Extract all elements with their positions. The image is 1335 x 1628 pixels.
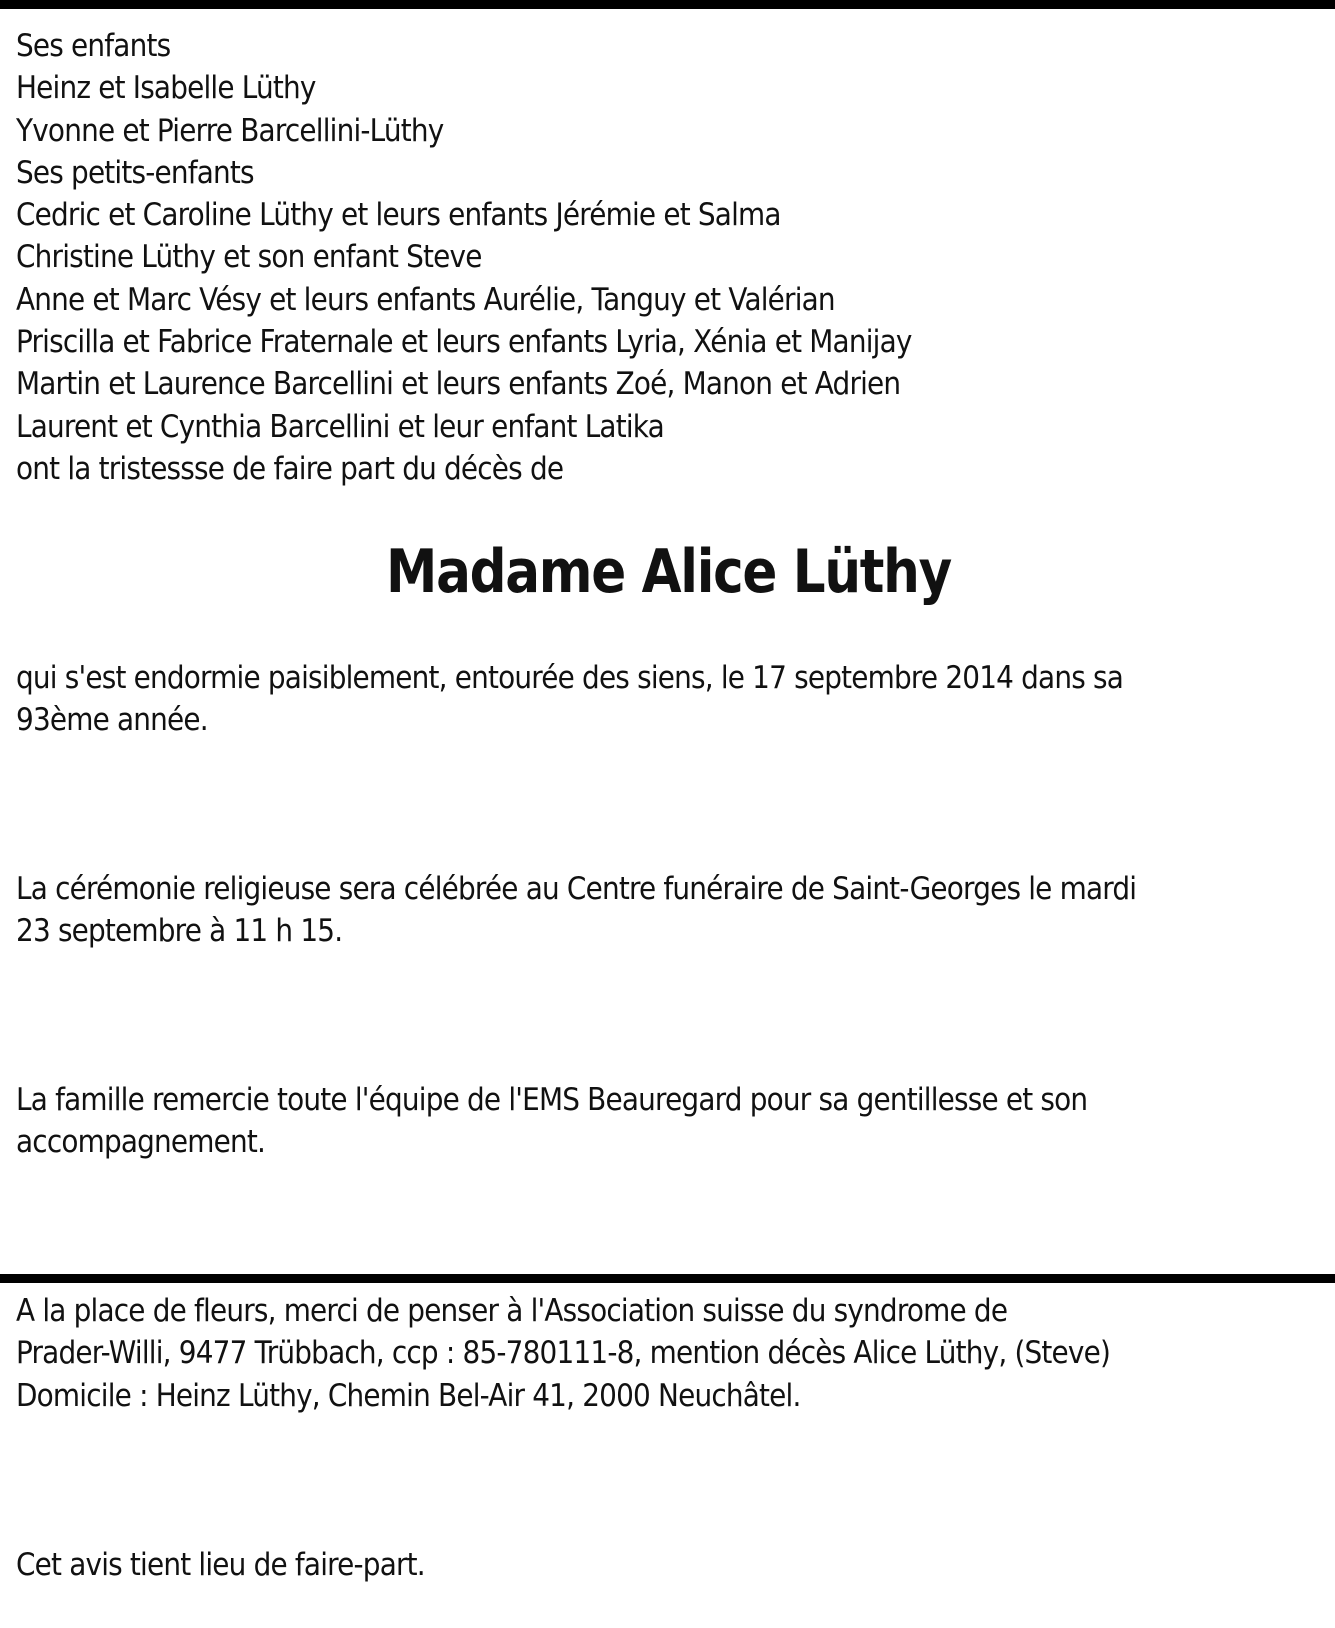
ceremony-paragraph-wrap (16, 825, 1321, 994)
ceremony-paragraph: La cérémonie religieuse sera célébrée au Centre funéraire de Saint-Georges le mardi 23 septembre à 11 h 15. (16, 870, 1137, 950)
family-line: Ses petits-enfants (16, 154, 254, 191)
passing-paragraph: qui s'est endormie paisiblement, entourée des siens, le 17 septembre 2014 dans sa 93ème année. (16, 659, 1123, 738)
top-border-rule (0, 0, 1335, 9)
thanks-paragraph: La famille remercie toute l'équipe de l'EMS Beauregard pour sa gentillesse et son accompagnement. (16, 1081, 1088, 1161)
family-line: Yvonne et Pierre Barcellini-Lüthy (16, 112, 444, 149)
family-list (16, 25, 1321, 490)
family-line: Anne et Marc Vésy et leurs enfants Aurélie, Tanguy et Valérian (16, 281, 835, 318)
donation-paragraph: A la place de fleurs, merci de penser à l'Association suisse du syndrome de Prader-Willi, 9477 Trübbach, ccp : 85-780111-8, mention décès Alice Lüthy, (Steve) Domicile : Heinz Lüthy, Chemin Bel-Air 41, 2000 Neuchâtel. (16, 1293, 1111, 1414)
family-line: Cedric et Caroline Lüthy et leurs enfants Jérémie et Salma (16, 197, 781, 234)
obituary-notice (16, 25, 1321, 1628)
notice-paragraph: Cet avis tient lieu de faire-part. (16, 1546, 425, 1583)
family-line: Ses enfants (16, 28, 171, 64)
paragraph-gap (16, 995, 1321, 1037)
family-line: Christine Lüthy et son enfant Steve (16, 239, 482, 276)
family-line: Martin et Laurence Barcellini et leurs enfants Zoé, Manon et Adrien (16, 366, 901, 403)
notice-paragraph-wrap (16, 1501, 1321, 1628)
bottom-border-rule (0, 1274, 1335, 1283)
family-line: Priscilla et Fabrice Fraternale et leurs enfants Lyria, Xénia et Manijay (16, 324, 912, 361)
thanks-paragraph-wrap (16, 1037, 1321, 1206)
paragraph-gap (16, 1459, 1321, 1501)
family-line: Laurent et Cynthia Barcellini et leur enfant Latika (16, 408, 664, 445)
paragraph-gap (16, 1206, 1321, 1248)
deceased-name-heading: Madame Alice Lüthy (386, 537, 951, 608)
paragraph-gap (16, 783, 1321, 825)
announcement-line: ont la tristessse de faire part du décès de (16, 450, 564, 487)
family-line: Heinz et Isabelle Lüthy (16, 70, 316, 107)
passing-paragraph-wrap (16, 614, 1321, 783)
